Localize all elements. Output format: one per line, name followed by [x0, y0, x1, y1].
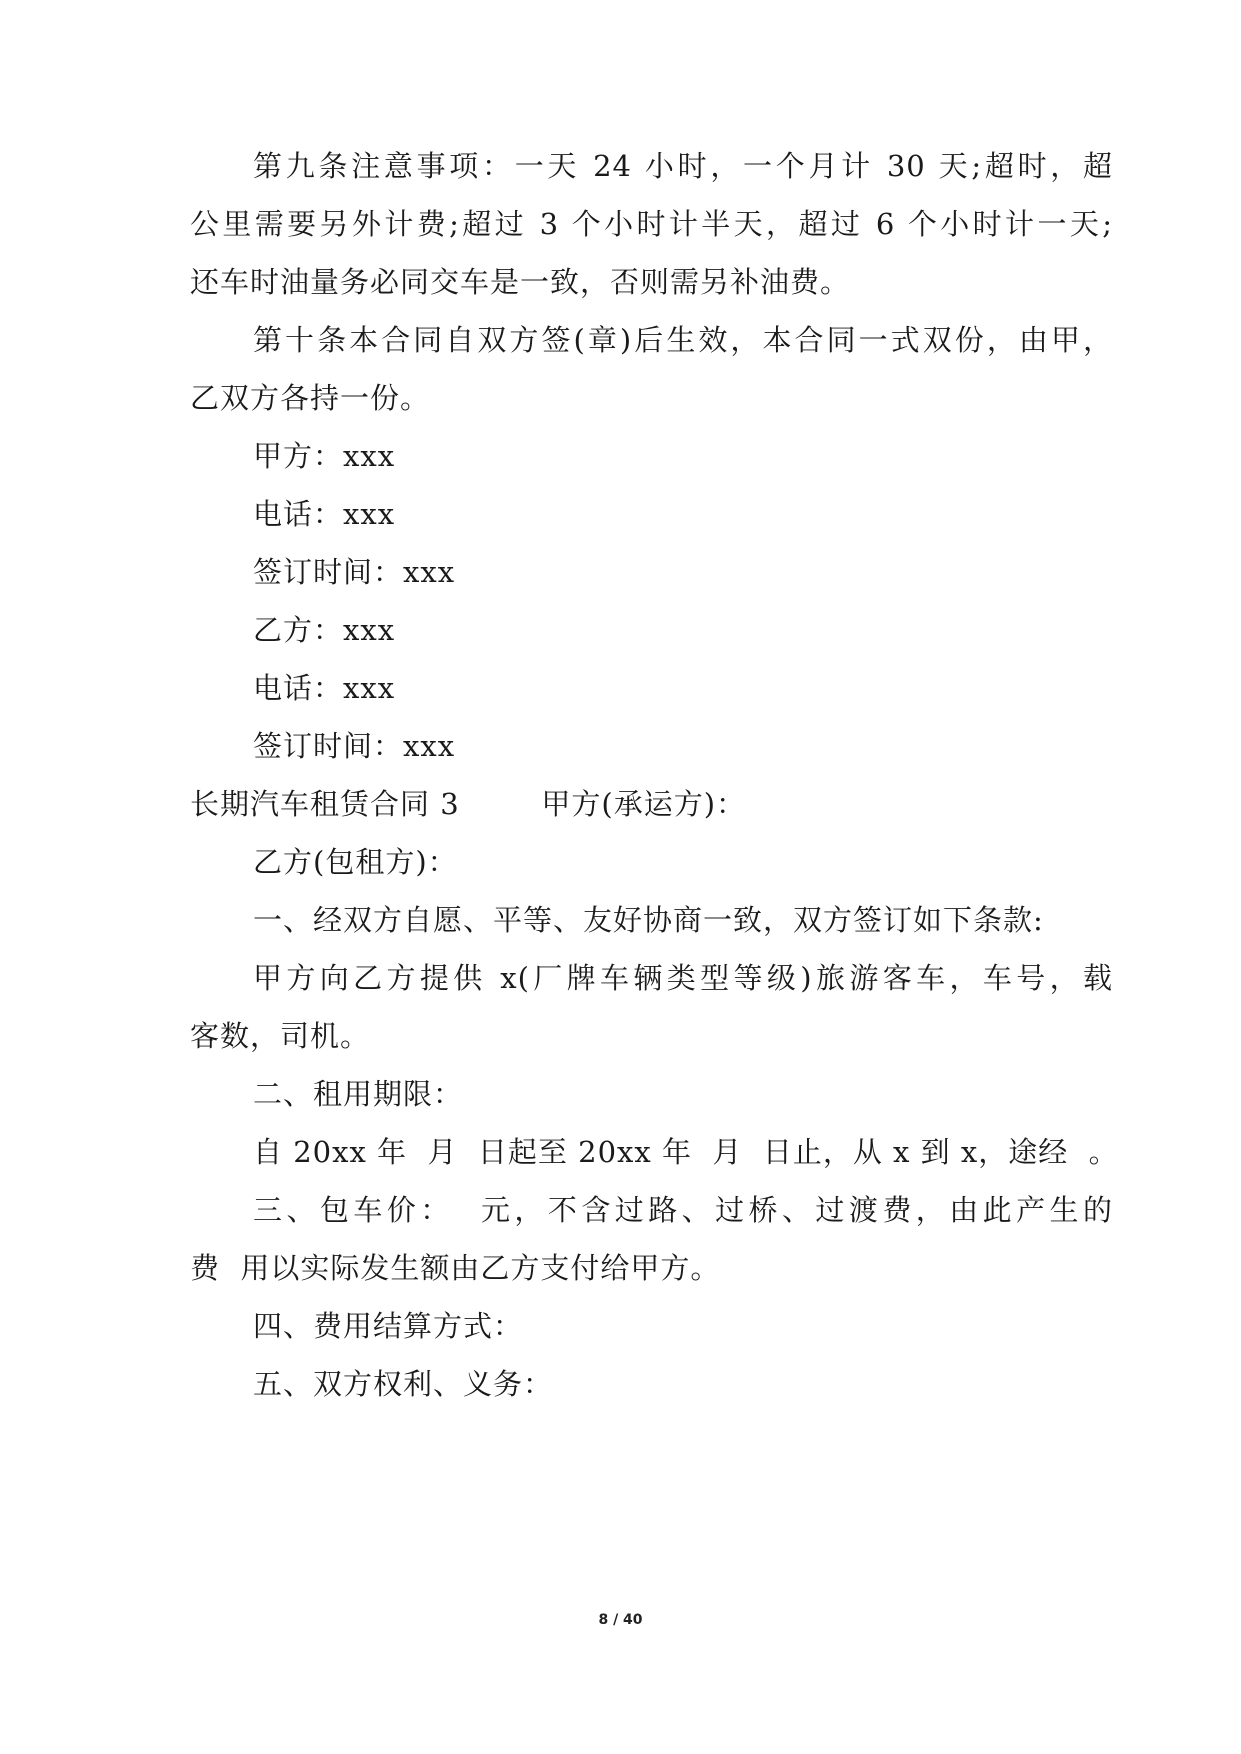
section-2-line-1: 自 20xx 年 月 日起至 20xx 年 月 日止，从 x 到 x，途经 。	[253, 1135, 1119, 1169]
clause-9-line-2: 公里需要另外计费;超过 3 个小时计半天，超过 6 个小时计一天;	[190, 207, 1113, 241]
party-b-sign-date: 签订时间：xxx	[253, 729, 456, 763]
page-number: 8 / 40	[598, 1612, 643, 1628]
party-b-phone: 电话：xxx	[253, 671, 396, 705]
clause-9-line-3: 还车时油量务必同交车是一致，否则需另补油费。	[190, 265, 851, 299]
section-1-heading: 一、经双方自愿、平等、友好协商一致，双方签订如下条款:	[253, 903, 1044, 937]
contract-3-heading: 长期汽车租赁合同 3 甲方(承运方)：	[190, 787, 747, 821]
section-2-heading: 二、租用期限：	[253, 1077, 464, 1111]
party-b-name: 乙方：xxx	[253, 613, 396, 647]
section-1-line-1: 甲方向乙方提供 x(厂牌车辆类型等级)旅游客车，车号，载	[253, 961, 1113, 995]
clause-9-line-1: 第九条注意事项：一天 24 小时，一个月计 30 天;超时，超	[253, 149, 1113, 183]
party-b-charterer: 乙方(包租方)：	[253, 845, 458, 879]
section-4-heading: 四、费用结算方式：	[253, 1309, 524, 1343]
section-3-line-1: 三、包车价： 元，不含过路、过桥、过渡费，由此产生的	[253, 1193, 1113, 1227]
party-a-sign-date: 签订时间：xxx	[253, 555, 456, 589]
party-a-phone: 电话：xxx	[253, 497, 396, 531]
clause-10-line-1: 第十条本合同自双方签(章)后生效，本合同一式双份，由甲，	[253, 323, 1113, 357]
party-a-name: 甲方：xxx	[253, 439, 396, 473]
section-5-heading: 五、双方权利、义务：	[253, 1367, 554, 1401]
section-1-line-2: 客数，司机。	[190, 1019, 371, 1053]
section-3-line-2: 费 用以实际发生额由乙方支付给甲方。	[190, 1251, 721, 1285]
clause-10-line-2: 乙双方各持一份。	[190, 381, 431, 415]
